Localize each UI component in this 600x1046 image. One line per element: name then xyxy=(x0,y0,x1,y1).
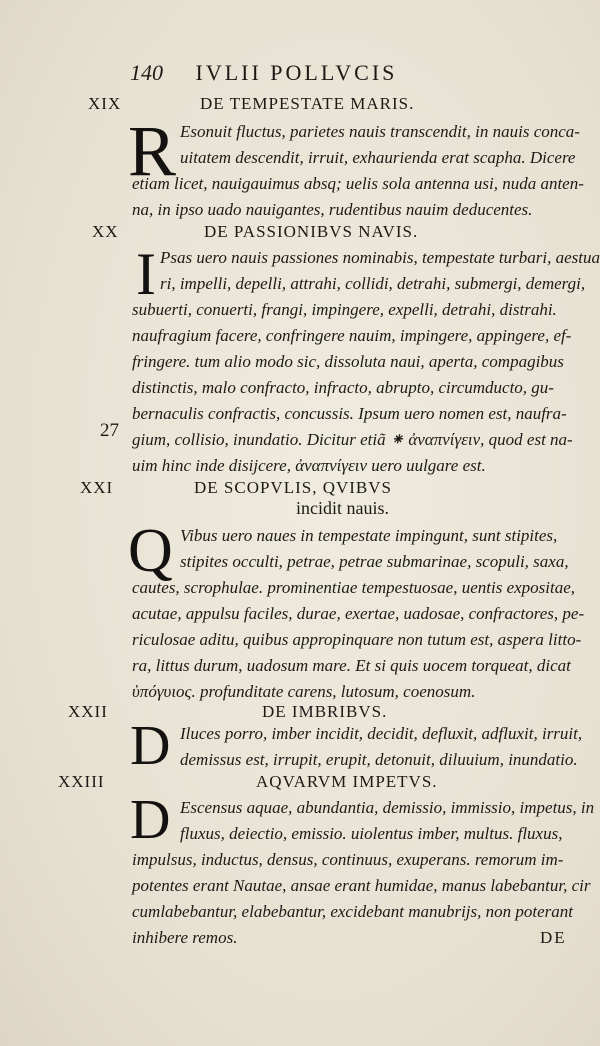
page-number: 140 xyxy=(130,60,163,85)
text-line: potentes erant Nautae, ansae erant humidae, manus labebantur, cir xyxy=(132,876,591,895)
section-number: XXII xyxy=(68,702,108,721)
text-line: cautes, scrophulae. prominentiae tempestuosae, uentis expositae, xyxy=(132,578,576,597)
text-line: ra, littus durum, uadosum mare. Et si quis uocem torqueat, dicat xyxy=(132,656,571,675)
section-heading xyxy=(58,772,438,792)
text-line: cumlabebantur, elabebantur, excidebant manubrijs, non poterant xyxy=(132,902,574,921)
text-line: ri, impelli, depelli, attrahi, collidi, detrahi, submergi, demergi, xyxy=(160,274,586,293)
drop-capital: D xyxy=(130,789,171,851)
drop-capital: Q xyxy=(128,517,173,585)
text-line: fluxus, deiectio, emissio. uiolentus imber, multus. fluxus, xyxy=(180,824,563,843)
text-line: Esonuit fluctus, parietes nauis transcendit, in nauis conca- xyxy=(180,122,580,141)
section-heading xyxy=(80,478,392,498)
text-line: naufragium facere, confringere nauim, impingere, appingere, ef- xyxy=(132,326,572,345)
text-line: uitatem descendit, irruit, exhaurienda erat scapha. Dicere xyxy=(180,148,576,167)
section-subtitle: incidit nauis. xyxy=(296,498,389,518)
section-number: XIX xyxy=(88,94,122,113)
drop-capital: I xyxy=(136,241,156,307)
section-title: AQVARVM IMPETVS. xyxy=(256,772,438,791)
text-line: bernaculis confractis, concussis. Ipsum uero nomen est, naufra- xyxy=(132,404,567,423)
text-line: ὑπόγυιος. profunditate carens, lutosum, coenosum. xyxy=(132,682,476,701)
text-line: etiam licet, nauigauimus absq; uelis sola antenna usi, nuda anten- xyxy=(132,174,584,193)
text-line: Escensus aquae, abundantia, demissio, immissio, impetus, in xyxy=(180,798,595,817)
text-line: stipites occulti, petrae, petrae submarinae, scopuli, saxa, xyxy=(180,552,569,571)
drop-capital: D xyxy=(130,715,171,777)
section-number: XX xyxy=(92,222,119,241)
running-title: IVLII POLLVCIS xyxy=(195,60,398,85)
text-line: Vibus uero naues in tempestate impingunt, sunt stipites, xyxy=(180,526,558,545)
text-line: riculosae aditu, quibus appropinquare non tutum est, aspera litto- xyxy=(132,630,582,649)
section-title: DE IMBRIBVS. xyxy=(262,702,388,721)
section-title: DE TEMPESTATE MARIS. xyxy=(200,94,415,113)
section-title: DE SCOPVLIS, QVIBVS xyxy=(194,478,392,497)
text-line: distinctis, malo confracto, infracto, abrupto, circumducto, gu- xyxy=(132,378,554,397)
catchword: DE xyxy=(540,928,567,947)
text-line: fringere. tum alio modo sic, dissoluta naui, aperta, compagibus xyxy=(132,352,564,371)
text-line: acutae, appulsu faciles, durae, exertae, uadosae, confractores, pe- xyxy=(132,604,585,623)
drop-capital: R xyxy=(128,111,177,191)
text-line: inhibere remos. xyxy=(132,928,238,947)
text-line: uim hinc inde disijcere, ἀναπνίγειν uero uulgare est. xyxy=(132,456,486,475)
text-line: na, in ipso uado nauigantes, rudentibus nauim deducentes. xyxy=(132,200,533,219)
margin-note: 27 xyxy=(100,420,119,441)
section-title: DE PASSIONIBVS NAVIS. xyxy=(204,222,419,241)
text-line: Psas uero nauis passiones nominabis, tempestate turbari, aestua xyxy=(160,248,600,267)
section-heading xyxy=(92,222,419,242)
text-line: Iluces porro, imber incidit, decidit, defluxit, adfluxit, irruit, xyxy=(180,724,583,743)
text-line: demissus est, irrupit, erupit, detonuit, diluuium, inundatio. xyxy=(180,750,578,769)
section-number: XXI xyxy=(80,478,114,497)
text-line: impulsus, inductus, densus, continuus, exuperans. remorum im- xyxy=(132,850,564,869)
section-heading xyxy=(88,94,415,114)
section-number: XXIII xyxy=(58,772,105,791)
running-head xyxy=(130,60,397,86)
text-line: gium, collisio, inundatio. Dicitur etiã ⁕ ἀναπνίγειν, quod est na- xyxy=(132,430,573,449)
text-line: subuerti, conuerti, frangi, impingere, expelli, detrahi, distrahi. xyxy=(132,300,557,319)
section-heading xyxy=(68,702,388,722)
